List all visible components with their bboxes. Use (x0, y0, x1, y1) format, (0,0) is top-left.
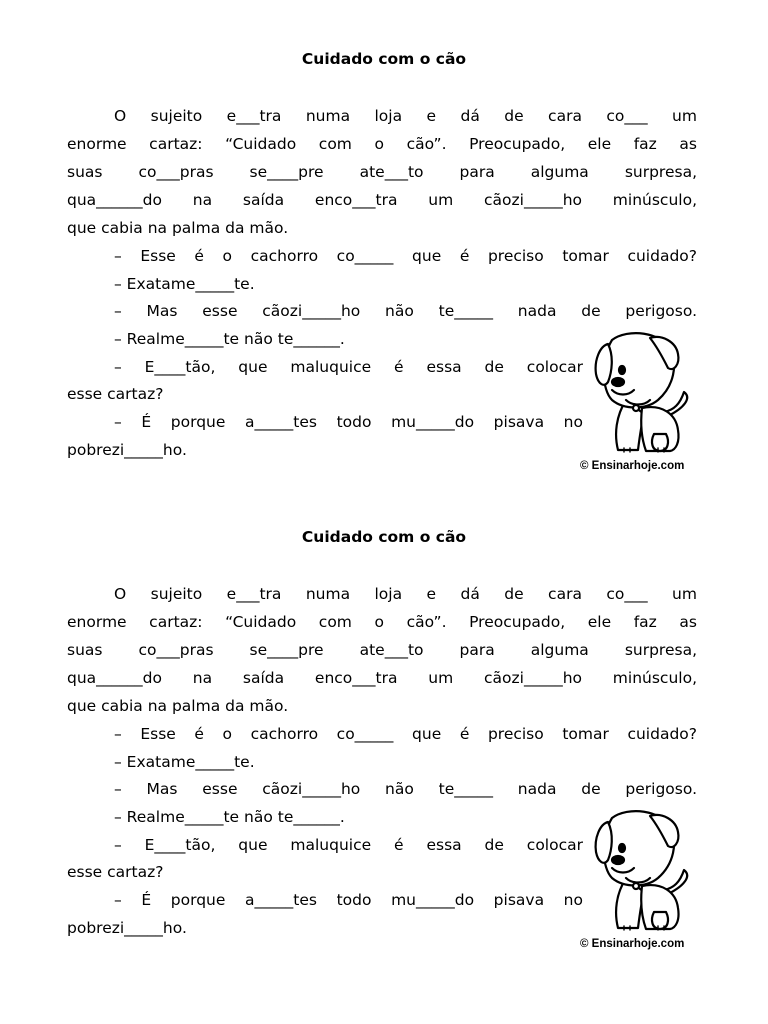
text-line: que cabia na palma da mão. (67, 697, 289, 715)
credit-text: © Ensinarhoje.com (580, 460, 685, 472)
dialogue-line: – Esse é o cachorro co_____ que é preciso tomar cuidado? (114, 247, 697, 265)
worksheet-title: Cuidado com o cão (301, 528, 467, 546)
dialogue-line: esse cartaz? (67, 385, 164, 403)
text-line: qua______do na saída enco___tra um cãozi_____ho minúsculo, (67, 669, 697, 687)
dialogue-line: – Mas esse cãozi_____ho não te_____ nada de perigoso. (114, 780, 697, 798)
credit-text: © Ensinarhoje.com (580, 938, 685, 950)
dialogue-line: pobrezi_____ho. (67, 441, 187, 459)
puppy-illustration-icon (592, 330, 698, 458)
text-line: qua______do na saída enco___tra um cãozi_____ho minúsculo, (67, 191, 697, 209)
text-line: O sujeito e___tra numa loja e dá de cara co___ um (114, 585, 697, 603)
dialogue-line: – Exatame_____te. (114, 753, 255, 771)
text-line: suas co___pras se____pre ate___to para alguma surpresa, (67, 641, 697, 659)
dialogue-line: – É porque a_____tes todo mu_____do pisava no (114, 891, 583, 909)
dialogue-line: – Realme_____te não te______. (114, 330, 345, 348)
dialogue-line: – E____tão, que maluquice é essa de colocar (114, 358, 583, 376)
text-line: enorme cartaz: “Cuidado com o cão”. Preocupado, ele faz as (67, 613, 697, 631)
dialogue-line: esse cartaz? (67, 863, 164, 881)
dialogue-line: – E____tão, que maluquice é essa de colocar (114, 836, 583, 854)
puppy-illustration-icon (592, 808, 698, 936)
dialogue-line: – Exatame_____te. (114, 275, 255, 293)
dialogue-line: – É porque a_____tes todo mu_____do pisava no (114, 413, 583, 431)
dialogue-line: pobrezi_____ho. (67, 919, 187, 937)
dialogue-line: – Mas esse cãozi_____ho não te_____ nada de perigoso. (114, 302, 697, 320)
worksheet-title: Cuidado com o cão (301, 50, 467, 68)
text-line: enorme cartaz: “Cuidado com o cão”. Preocupado, ele faz as (67, 135, 697, 153)
text-line: que cabia na palma da mão. (67, 219, 289, 237)
text-line: O sujeito e___tra numa loja e dá de cara co___ um (114, 107, 697, 125)
dialogue-line: – Realme_____te não te______. (114, 808, 345, 826)
text-line: suas co___pras se____pre ate___to para alguma surpresa, (67, 163, 697, 181)
dialogue-line: – Esse é o cachorro co_____ que é preciso tomar cuidado? (114, 725, 697, 743)
